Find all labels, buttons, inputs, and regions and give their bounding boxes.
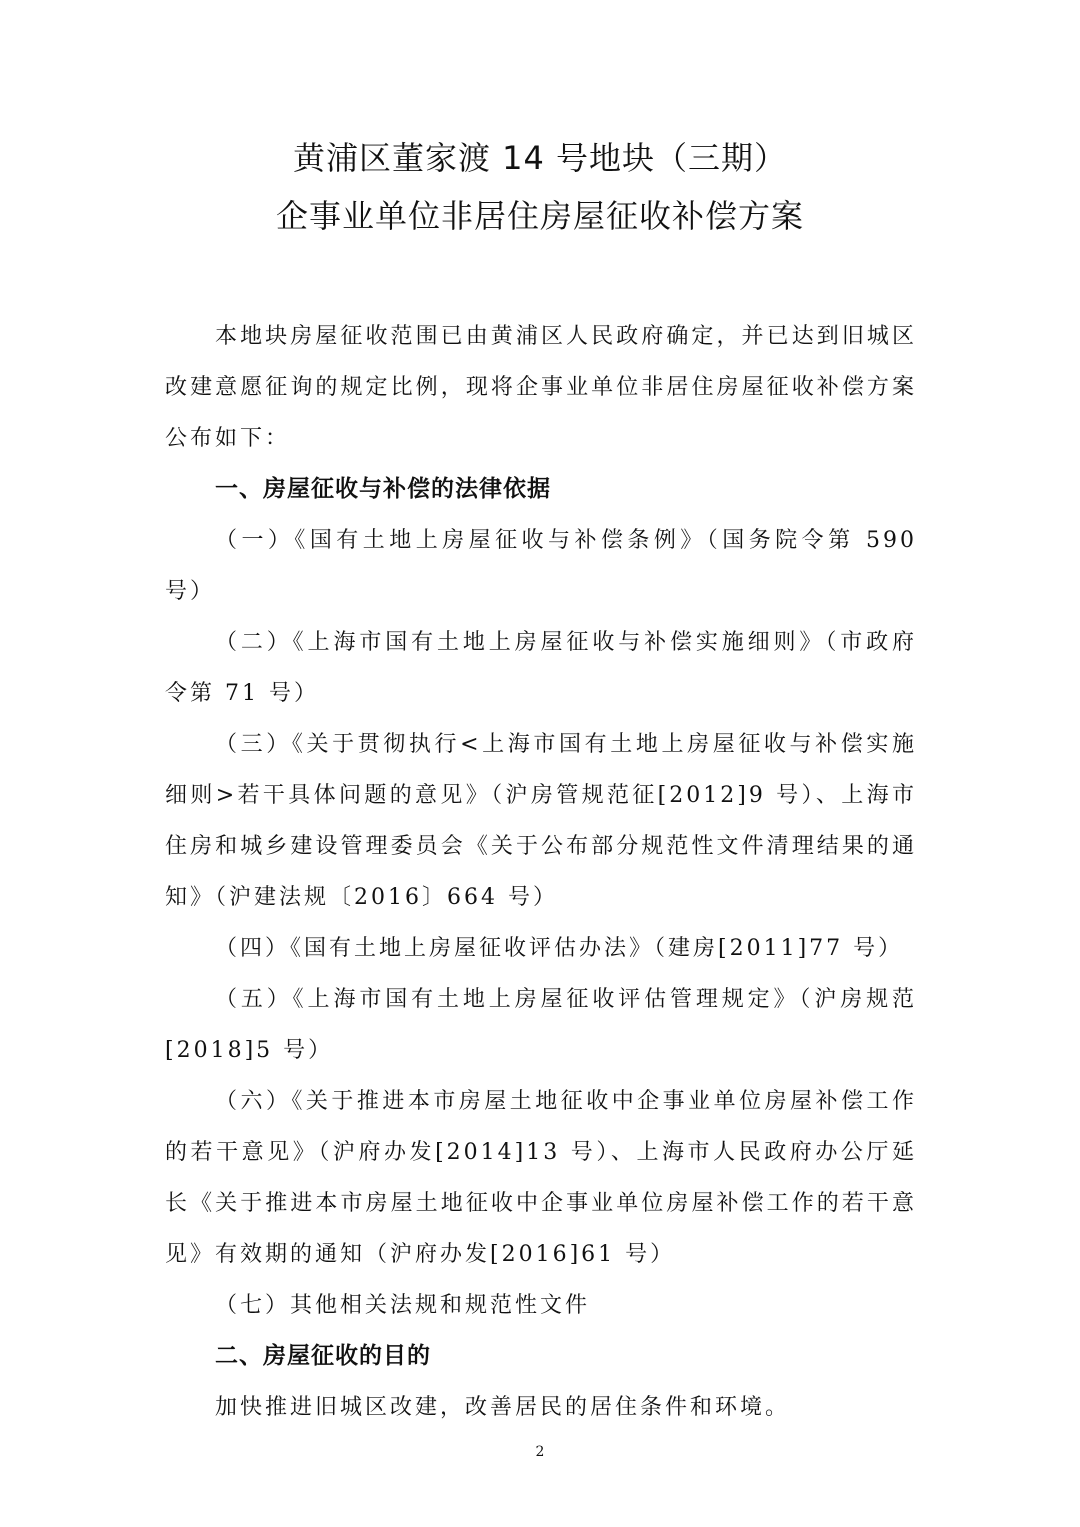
legal-basis-item-4: （四）《国有土地上房屋征收评估办法》（建房[2011]77 号）	[215, 936, 904, 961]
legal-basis-item-3: （三）《关于贯彻执行<上海市国有土地上房屋征收与补偿实施细则>若干具体问题的意见》（沪房管规范征[2012]9 号）、上海市住房和城乡建设管理委员会《关于公布部分规范性文件清理结果的通知》（沪建法规〔2016〕664 号）	[165, 732, 917, 910]
legal-basis-item-5: （五）《上海市国有土地上房屋征收评估管理规定》（沪房规范[2018]5 号）	[165, 987, 917, 1063]
legal-basis-item-7: （七）其他相关法规和规范性文件	[215, 1293, 591, 1318]
document-body	[165, 311, 917, 1433]
intro-paragraph: 本地块房屋征收范围已由黄浦区人民政府确定，并已达到旧城区改建意愿征询的规定比例，现将企事业单位非居住房屋征收补偿方案公布如下：	[165, 324, 917, 451]
document-title-line-2: 企事业单位非居住房屋征收补偿方案	[275, 197, 804, 235]
section-2-text: 加快推进旧城区改建，改善居民的居住条件和环境。	[215, 1395, 791, 1420]
section-1-heading: 一、房屋征收与补偿的法律依据	[215, 476, 551, 502]
document-title-line-1: 黄浦区董家渡 14 号地块（三期）	[292, 139, 788, 177]
page-number: 2	[535, 1444, 545, 1460]
legal-basis-item-1: （一）《国有土地上房屋征收与补偿条例》（国务院令第 590 号）	[165, 528, 917, 604]
legal-basis-item-2: （二）《上海市国有土地上房屋征收与补偿实施细则》（市政府令第 71 号）	[165, 630, 917, 706]
section-2-heading: 二、房屋征收的目的	[215, 1343, 431, 1369]
legal-basis-item-6: （六）《关于推进本市房屋土地征收中企事业单位房屋补偿工作的若干意见》（沪府办发[2014]13 号）、上海市人民政府办公厅延长《关于推进本市房屋土地征收中企事业单位房屋补偿工作的若干意见》有效期的通知（沪府办发[2016]61 号）	[165, 1089, 917, 1267]
